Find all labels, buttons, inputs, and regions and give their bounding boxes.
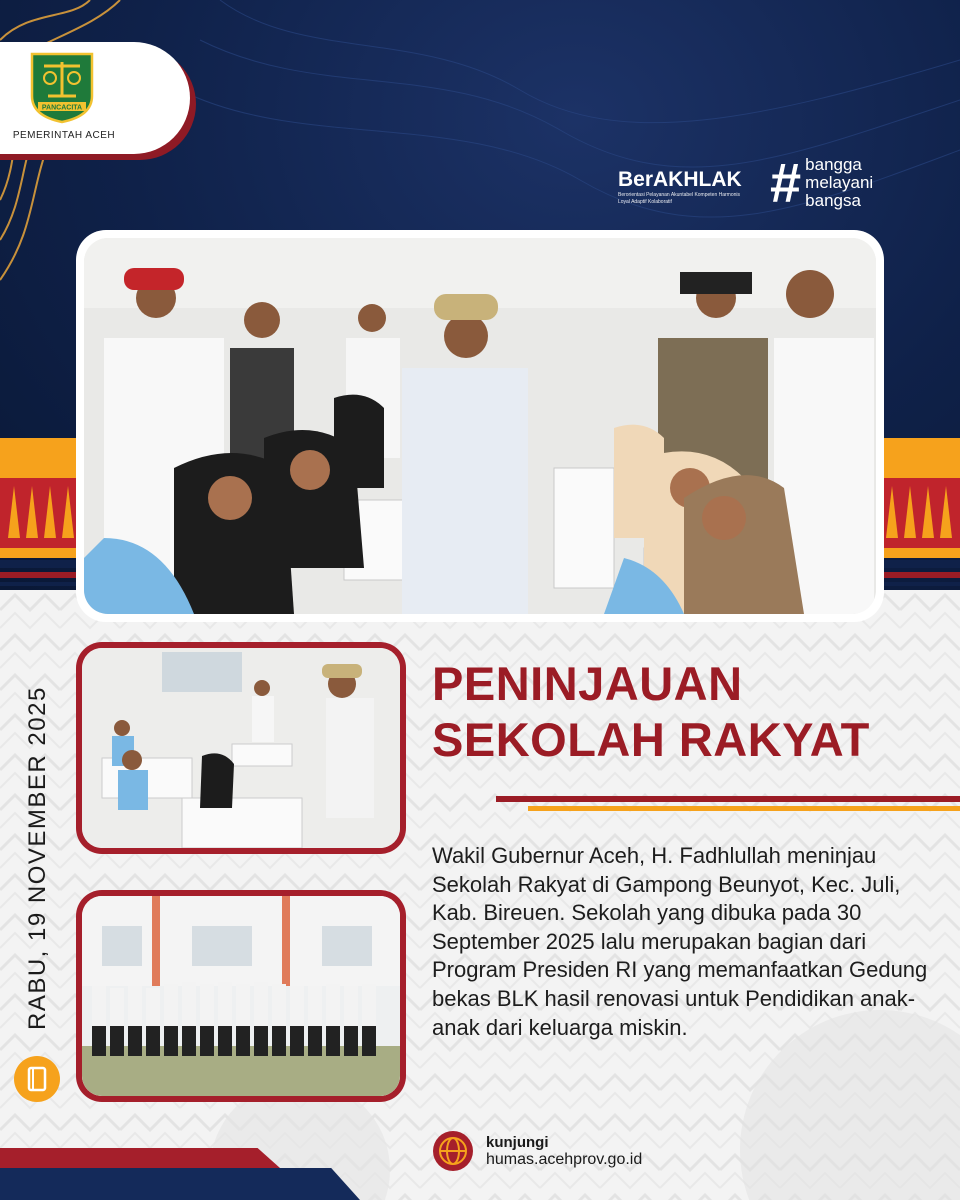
thumbnail-group-frame — [76, 890, 406, 1102]
footer-accent-red — [0, 1148, 280, 1168]
headline-line-1: PENINJAUAN — [432, 657, 743, 710]
bangga-word-3: bangsa — [805, 191, 861, 210]
main-photo — [84, 238, 876, 614]
rule-gold — [528, 806, 960, 811]
logo-card — [0, 42, 190, 154]
footer-accent-navy — [0, 1168, 360, 1200]
org-name: PEMERINTAH ACEH — [12, 130, 116, 141]
thumbnail-group — [82, 896, 400, 1096]
body-paragraph: Wakil Gubernur Aceh, H. Fadhlullah meninjau Sekolah Rakyat di Gampong Beunyot, Kec. Juli, Kab. Bireuen. Sekolah yang dibuka pada 30 September 2025 lalu merupakan bagian dari Program Presiden RI yang memanfaatkan Gedung bekas BLK hasil renovasi untuk Pendidikan anak-anak dari keluarga miskin. — [432, 843, 928, 1040]
bangga-word-2: melayani — [805, 173, 874, 192]
pancacita-emblem — [28, 52, 96, 124]
thumbnail-classroom-frame — [76, 642, 406, 854]
date-label: RABU, 19 NOVEMBER 2025 — [24, 686, 51, 1030]
bangga-melayani-logo — [770, 151, 874, 214]
globe-icon — [432, 1130, 474, 1172]
ornament-band-left — [0, 438, 78, 558]
website-link[interactable] — [432, 1130, 642, 1172]
main-photo-frame — [76, 230, 884, 622]
berakhlak-title: BerAKHLAK — [618, 168, 742, 191]
berakhlak-subtitle: Berorientasi Pelayanan Akuntabel Kompeten Harmonis Loyal Adaptif Kolaboratif — [618, 192, 741, 205]
bangga-word-1: bangga — [805, 155, 862, 174]
emblem-badge: PANCACITA — [41, 104, 83, 112]
rule-maroon — [496, 796, 960, 802]
berakhlak-logo — [618, 168, 748, 206]
headline-line-2: SEKOLAH RAKYAT — [432, 713, 870, 766]
website-url[interactable]: humas.acehprov.go.id — [486, 1150, 643, 1168]
visit-label: kunjungi — [486, 1133, 549, 1151]
thumbnail-classroom — [82, 648, 400, 848]
hashtag-icon: # — [770, 151, 802, 214]
ornament-band-right — [882, 438, 960, 558]
headline — [432, 656, 870, 768]
notebook-icon — [14, 1056, 60, 1102]
